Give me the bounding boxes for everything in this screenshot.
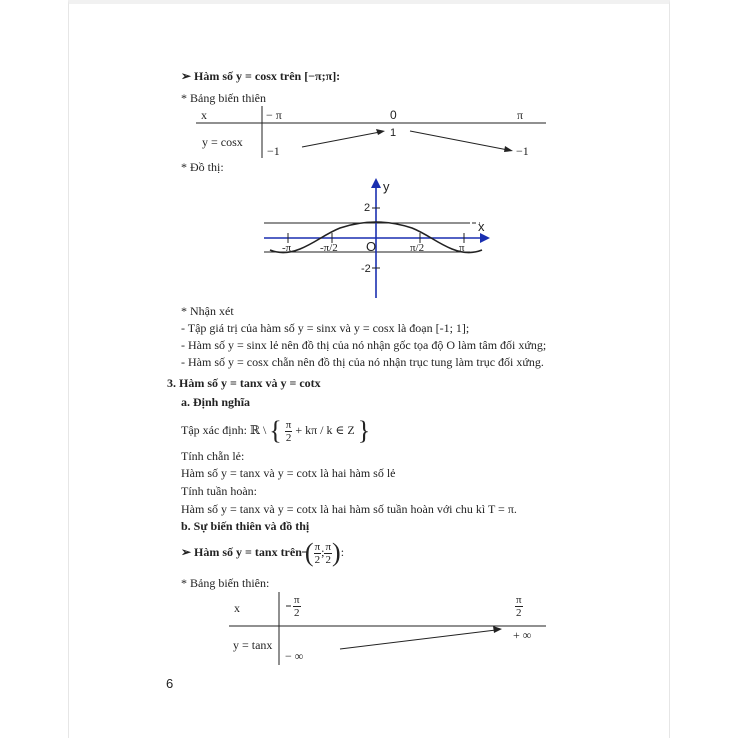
- right-brace-icon: }: [357, 416, 371, 445]
- graph-y-tick-2: 2: [364, 202, 371, 214]
- page-number: 6: [166, 676, 174, 691]
- cos-graph-label: * Đồ thị:: [181, 160, 224, 174]
- domain-set-prefix: ℝ \: [249, 422, 267, 437]
- remark-line-2: - Hàm số y = sinx lẻ nên đồ thị của nó nhận gốc tọa độ O làm tâm đối xứng;: [181, 338, 547, 352]
- tan-table-y-label: y = tanx: [233, 638, 273, 652]
- period-text: Hàm số y = tanx và y = cotx là hai hàm số tuần hoàn với chu kì T = π.: [181, 502, 517, 516]
- domain-rest: + kπ / k ∈ Z: [295, 422, 355, 437]
- tan-table-x-left-frac: [293, 594, 301, 619]
- cos-heading: ➢ Hàm số y = cosx trên [−π;π]:: [181, 69, 341, 83]
- remarks-title: * Nhận xét: [181, 304, 234, 318]
- tan-table-x-left: [293, 594, 301, 619]
- tan-interval-right-den: 2: [325, 553, 331, 566]
- tan-table-x-right-frac: [515, 594, 523, 619]
- tan-table-x-left-den: 2: [294, 607, 300, 619]
- graph-x-tick-neg-half-pi: -π/2: [320, 242, 338, 254]
- graph-x-axis-label: x: [478, 219, 485, 234]
- section3-title: 3. Hàm số y = tanx và y = cotx: [167, 376, 321, 390]
- domain-label: Tập xác định:: [181, 422, 247, 437]
- tan-interval-left-num: π: [314, 540, 321, 553]
- domain-fraction-den: 2: [285, 431, 292, 444]
- tan-table-x-right-den: 2: [516, 607, 522, 619]
- cos-table-y-min-left: −1: [267, 144, 280, 158]
- graph-origin-label: O: [366, 239, 377, 254]
- cos-table-y-label: y = cosx: [202, 135, 243, 149]
- cos-table-y-max: 1: [390, 127, 397, 139]
- tan-table-y-left: − ∞: [285, 649, 304, 663]
- tan-table-x-left-num: π: [294, 594, 300, 606]
- tan-heading-colon: :: [340, 544, 345, 559]
- cos-table-x-neg-pi: − π: [266, 108, 282, 122]
- graph-x-tick-neg-pi: -π: [282, 242, 292, 254]
- graph-x-tick-half-pi: π/2: [410, 242, 425, 254]
- domain-fraction-num: π: [285, 418, 292, 431]
- tan-table-x-label: x: [234, 601, 240, 615]
- tan-table-x-right: [515, 594, 523, 619]
- tan-bbt-label: * Bảng biến thiên:: [181, 576, 270, 590]
- right-paren-icon: ): [332, 538, 341, 567]
- left-paren-icon: (: [304, 538, 314, 567]
- remark-line-3: - Hàm số y = cosx chẵn nên đồ thị của nó nhận trục tung làm trục đối xứng.: [181, 355, 544, 369]
- cos-bbt-label: * Bảng biến thiên: [181, 91, 266, 105]
- tan-table-y-right: + ∞: [513, 628, 532, 642]
- cos-table-x-label: x: [201, 108, 207, 122]
- parity-title: Tính chẵn lẻ:: [181, 449, 245, 463]
- graph-y-axis-label: y: [383, 179, 390, 194]
- tan-table-x-right-num: π: [516, 594, 522, 606]
- period-title: Tính tuần hoàn:: [181, 484, 257, 498]
- section3-b-title: b. Sự biến thiên và đồ thị: [181, 519, 310, 533]
- graph-y-tick-neg2: -2: [361, 263, 371, 275]
- cos-table-x-pi: π: [517, 108, 524, 122]
- left-brace-icon: {: [269, 416, 282, 445]
- tan-interval-left-den: 2: [314, 553, 321, 566]
- section3-a-title: a. Định nghĩa: [181, 395, 251, 409]
- tan-interval-right-num: π: [325, 540, 332, 553]
- remark-line-1: - Tập giá trị của hàm số y = sinx và y = cosx là đoạn [-1; 1];: [181, 321, 470, 335]
- graph-x-tick-pi: π: [459, 242, 465, 254]
- parity-text: Hàm số y = tanx và y = cotx là hai hàm số lẻ: [181, 466, 396, 480]
- tan-interval-separator: ;: [321, 544, 325, 559]
- cos-table-x-zero: 0: [390, 108, 397, 122]
- cos-table-y-min-right: −1: [516, 144, 529, 158]
- tan-heading-text: ➢ Hàm số y = tanx trên: [181, 544, 302, 559]
